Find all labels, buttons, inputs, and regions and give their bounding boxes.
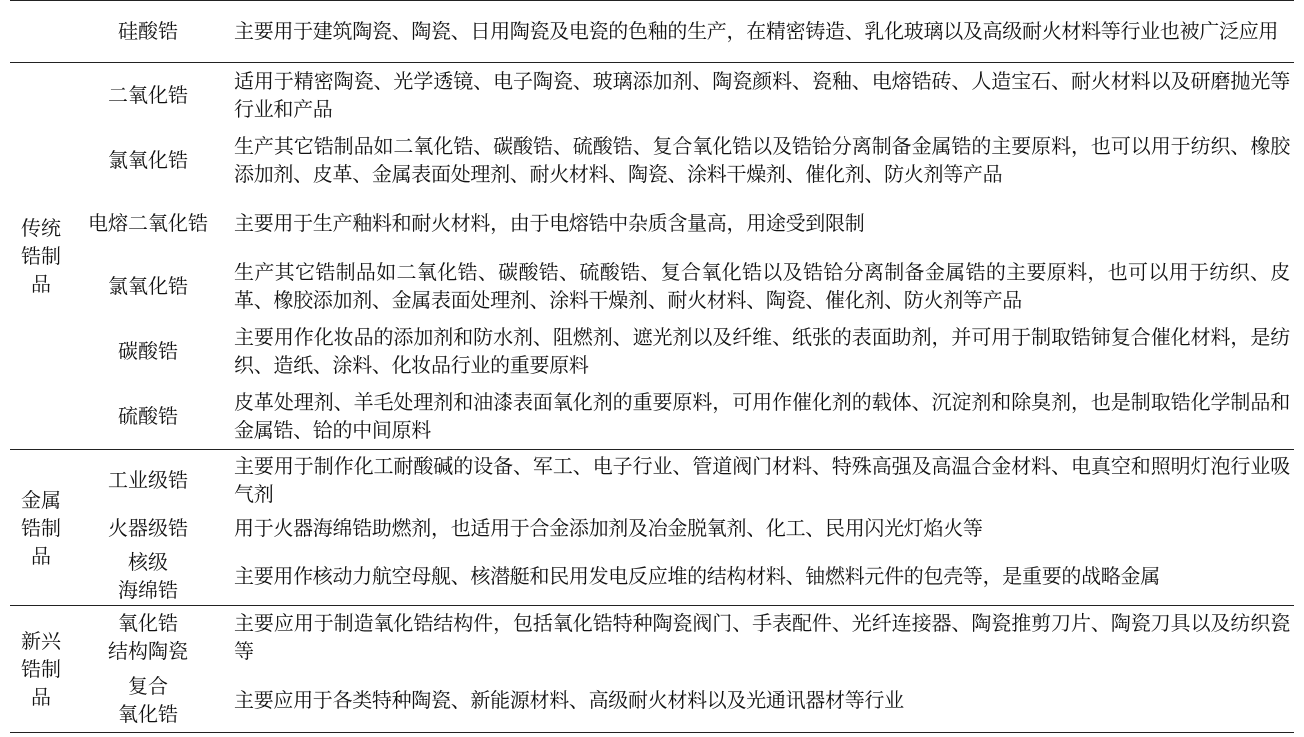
product-name: 硅酸锆 [118,19,178,43]
table-row [72,450,1294,510]
zirconium-products-table [10,0,1294,737]
product-name: 碳酸锆 [118,339,178,363]
table-row [72,546,1294,605]
category-label: 传统锆制品 [21,215,61,296]
product-description: 主要应用于制造氧化锆结构件，包括氧化锆特种陶瓷阀门、手表配件、光纤连接器、陶瓷推剪刀片、陶瓷刀具以及纺织瓷等 [234,611,1290,663]
product-name: 火器级锆 [108,516,188,540]
product-name: 二氧化锆 [108,83,188,107]
product-description: 生产其它锆制品如二氧化锆、碳酸锆、硫酸锆、复合氧化锆以及锆铪分离制备金属锆的主要原料，也可以用于纺织、皮革、橡胶添加剂、金属表面处理剂、涂料干燥剂、耐火材料、陶瓷、催化剂、防火剂等产品 [234,260,1290,312]
product-description: 用于火器海绵锆助燃剂，也适用于合金添加剂及冶金脱氧剂、化工、民用闪光灯焰火等 [234,516,983,540]
table-group-metal [10,450,1294,605]
category-label: 金属锆制品 [21,487,61,568]
product-description: 主要用作核动力航空母舰、核潜艇和民用发电反应堆的结构材料、铀燃料元件的包壳等，是重要的战略金属 [234,563,1160,588]
table-row [72,193,1294,253]
product-name: 工业级锆 [108,468,188,492]
product-description: 皮革处理剂、羊毛处理剂和油漆表面氧化剂的重要原料，可用作催化剂的载体、沉淀剂和除臭剂，也是制取锆化学制品和金属锆、铪的中间原料 [234,389,1290,442]
product-description: 主要应用于各类特种陶瓷、新能源材料、高级耐火材料以及光通讯器材等行业 [234,688,904,712]
table-row [72,510,1294,546]
table-row [72,127,1294,193]
product-name: 复合 氧化锆 [118,674,178,726]
product-name: 核级 海绵锆 [118,549,178,602]
table-group-continued [10,0,1294,62]
table-row [72,319,1294,383]
category-label: 新兴锆制品 [21,629,61,709]
product-name: 硫酸锆 [118,403,178,428]
table-row [72,383,1294,448]
table-bottom-rule [10,732,1294,733]
product-name: 电熔二氧化锆 [88,211,208,235]
table-group-traditional [10,63,1294,448]
table-row [72,0,1294,62]
table-row [72,63,1294,127]
table-group-emerging [10,606,1294,732]
product-name: 氯氧化锆 [108,148,188,172]
table-row [72,253,1294,319]
table-row [72,668,1294,732]
product-description: 适用于精密陶瓷、光学透镜、电子陶瓷、玻璃添加剂、陶瓷颜料、瓷釉、电熔锆砖、人造宝石、耐火材料以及研磨抛光等行业和产品 [234,69,1290,121]
product-description: 主要用于制作化工耐酸碱的设备、军工、电子行业、管道阀门材料、特殊高强及高温合金材料、电真空和照明灯泡行业吸气剂 [234,454,1290,506]
product-name: 氧化锆 结构陶瓷 [108,611,188,663]
product-description: 主要用于生产釉料和耐火材料，由于电熔锆中杂质含量高，用途受到限制 [234,211,865,235]
table-row [72,606,1294,668]
product-description: 主要用作化妆品的添加剂和防水剂、阻燃剂、遮光剂以及纤维、纸张的表面助剂，并可用于制取锆铈复合催化材料，是纺织、造纸、涂料、化妆品行业的重要原料 [234,325,1290,377]
product-description: 主要用于建筑陶瓷、陶瓷、日用陶瓷及电瓷的色釉的生产，在精密铸造、乳化玻璃以及高级耐火材料等行业也被广泛应用 [234,19,1279,43]
product-description: 生产其它锆制品如二氧化锆、碳酸锆、硫酸锆、复合氧化锆以及锆铪分离制备金属锆的主要原料，也可以用于纺织、橡胶添加剂、皮革、金属表面处理剂、耐火材料、陶瓷、涂料干燥剂、催化剂、防火剂等产品 [234,134,1290,186]
product-name: 氯氧化锆 [108,274,188,298]
